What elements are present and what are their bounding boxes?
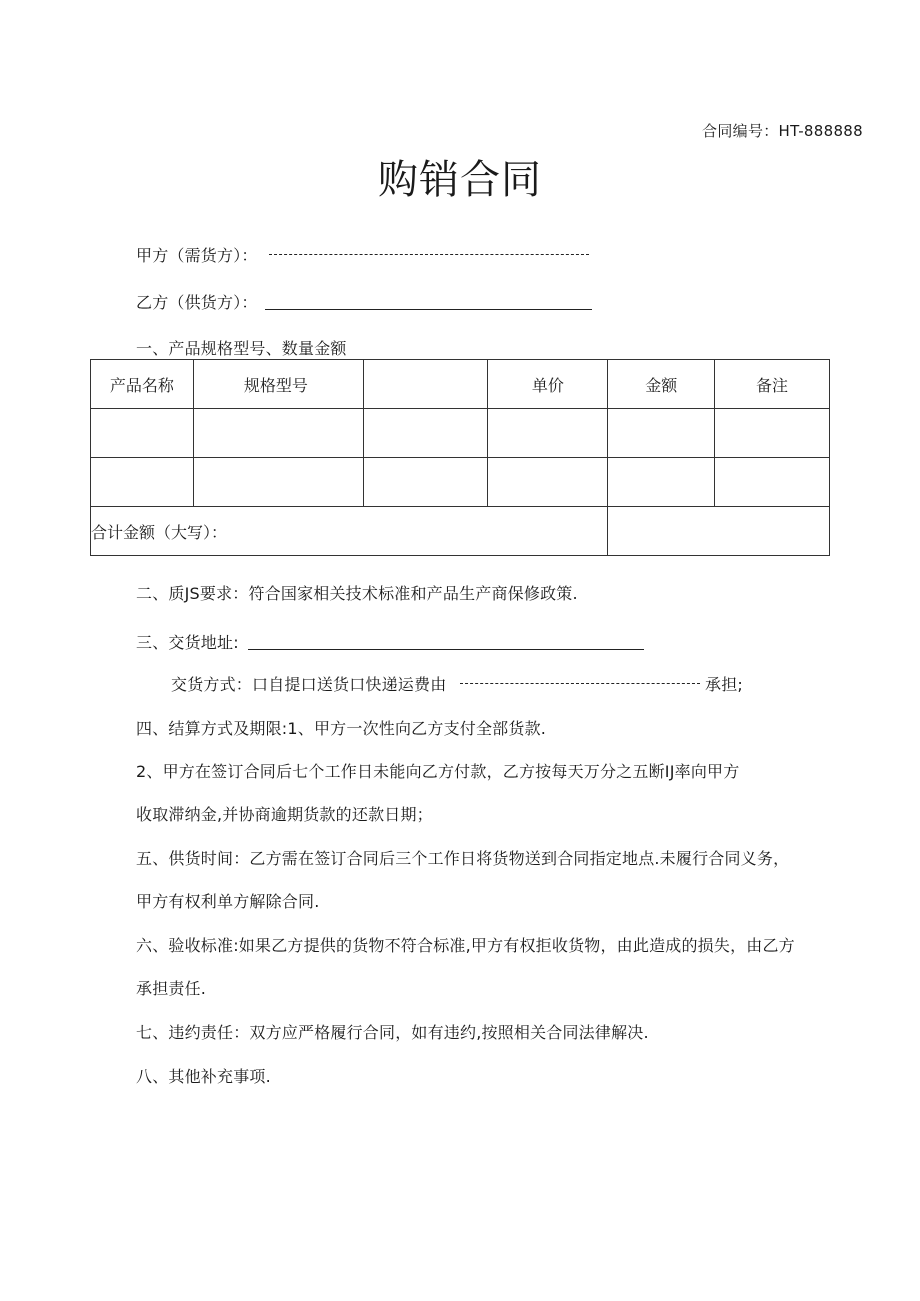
table-cell — [608, 458, 715, 507]
contract-number: 合同编号：HT-888888 — [702, 122, 863, 140]
freight-payer-blank — [460, 683, 700, 684]
delivery-address-label: 三、交货地址: — [136, 633, 239, 652]
delivery-address-blank — [248, 649, 644, 650]
section2-quality: 二、质JS要求：符合国家相关技术标准和产品生产商保修政策. — [136, 584, 578, 603]
table-row — [91, 409, 830, 458]
section4-line2: 2、甲方在签订合同后七个工作日未能向乙方付款，乙方按每天万分之五断IJ率向甲方 — [136, 762, 740, 781]
section6-line1: 六、验收标准:如果乙方提供的货物不符合标准,甲方有权拒收货物，由此造成的损失，由乙方 — [136, 936, 795, 955]
document-title: 购销合同 — [378, 157, 542, 203]
column-header: 产品名称 — [91, 360, 194, 409]
table-cell — [715, 458, 830, 507]
party-a-row — [136, 243, 589, 266]
section4-line1: 四、结算方式及期限:1、甲方一次性向乙方支付全部货款. — [136, 719, 547, 738]
table-cell — [91, 409, 194, 458]
section4-line3: 收取滞纳金,并协商逾期货款的还款日期； — [136, 805, 433, 824]
table-cell — [363, 409, 488, 458]
table-row — [91, 458, 830, 507]
party-a-label: 甲方（需货方）： — [136, 246, 258, 265]
section5-line1: 五、供货时间：乙方需在签订合同后三个工作日将货物送到合同指定地点.未履行合同义务， — [136, 849, 790, 868]
table-header-row — [91, 360, 830, 409]
table-cell — [91, 458, 194, 507]
delivery-method-row — [171, 672, 743, 695]
table-cell — [193, 458, 363, 507]
section3-address-row — [136, 630, 644, 653]
column-header — [363, 360, 488, 409]
party-b-row — [136, 290, 592, 313]
column-header: 单价 — [488, 360, 608, 409]
delivery-method-text: 交货方式：口自提口送货口快递运费由 — [171, 675, 447, 694]
delivery-method-suffix: 承担; — [705, 675, 743, 694]
table-cell — [488, 458, 608, 507]
section7-liability: 七、违约责任：双方应严格履行合同，如有违约,按照相关合同法律解决. — [136, 1023, 649, 1042]
party-b-blank — [265, 309, 592, 310]
total-amount-value — [608, 507, 830, 556]
column-header: 规格型号 — [193, 360, 363, 409]
table-cell — [715, 409, 830, 458]
section1-heading: 一、产品规格型号、数量金额 — [136, 339, 347, 358]
table-cell — [608, 409, 715, 458]
table-total-row — [91, 507, 830, 556]
party-b-label: 乙方（供货方）： — [136, 293, 258, 312]
table-cell — [193, 409, 363, 458]
table-cell — [488, 409, 608, 458]
section6-line2: 承担责任. — [136, 979, 207, 998]
column-header: 金额 — [608, 360, 715, 409]
party-a-blank — [269, 254, 589, 255]
column-header: 备注 — [715, 360, 830, 409]
table-cell — [363, 458, 488, 507]
section5-line2: 甲方有权利单方解除合同. — [136, 892, 320, 911]
product-spec-table — [90, 359, 830, 556]
section8-other: 八、其他补充事项. — [136, 1067, 271, 1086]
total-amount-label: 合计金额（大写）： — [91, 507, 608, 556]
